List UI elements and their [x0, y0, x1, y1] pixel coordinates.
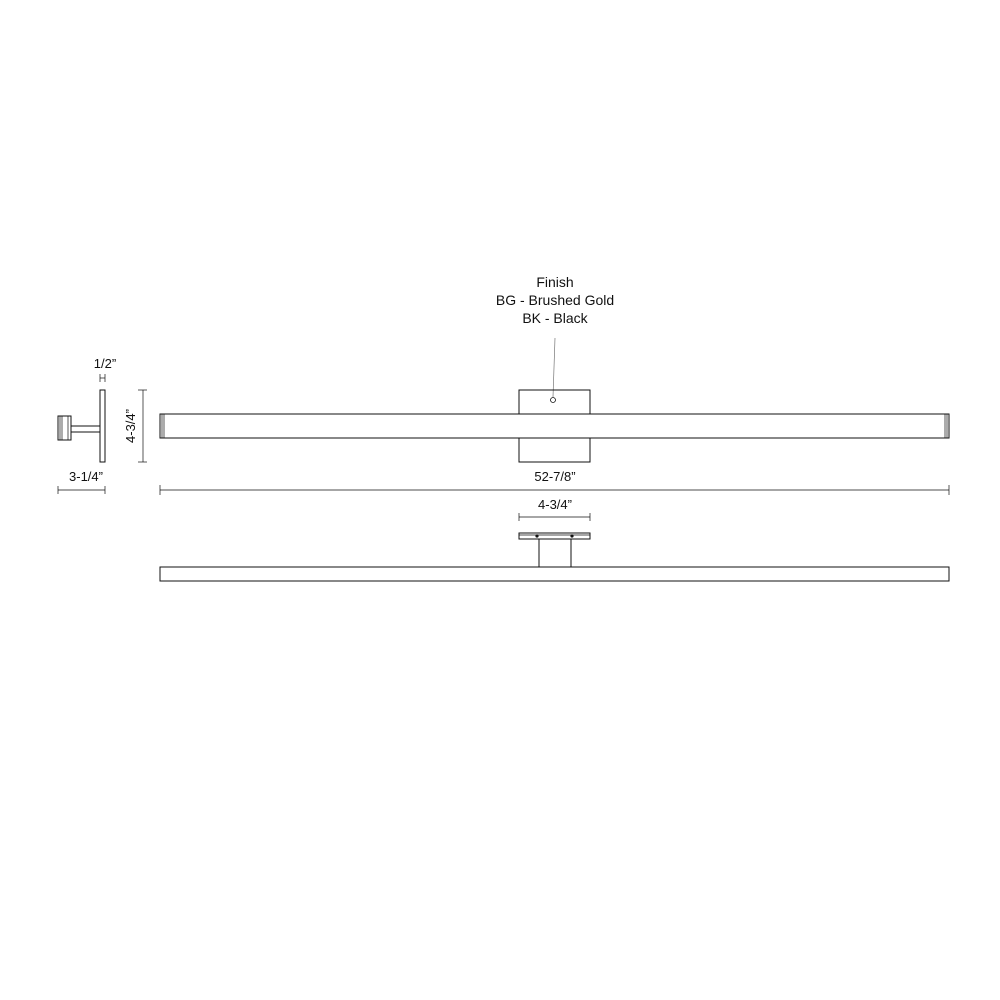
top-mount-screw-left — [535, 534, 538, 537]
finish-option-bg: BG - Brushed Gold — [495, 292, 615, 308]
top-light-bar — [160, 567, 949, 581]
backplate-width-label: 4-3/4” — [538, 497, 572, 512]
front-view — [160, 390, 949, 495]
finish-callout — [496, 274, 614, 403]
plate-thickness-label: 1/2” — [93, 356, 117, 371]
top-view — [160, 497, 949, 581]
finish-option-bk: BK - Black — [522, 310, 588, 326]
overall-width-label: 52-7/8” — [534, 469, 576, 484]
finish-heading: Finish — [536, 274, 574, 290]
top-wall-plate — [519, 533, 590, 539]
top-mount-screw-right — [570, 534, 573, 537]
side-wall-plate — [100, 390, 105, 462]
finish-leader-dot — [551, 398, 556, 403]
finish-leader-line — [553, 338, 555, 397]
height-label: 4-3/4” — [123, 409, 138, 443]
front-light-bar — [160, 414, 949, 438]
side-view — [58, 356, 147, 494]
depth-label: 3-1/4” — [69, 469, 103, 484]
